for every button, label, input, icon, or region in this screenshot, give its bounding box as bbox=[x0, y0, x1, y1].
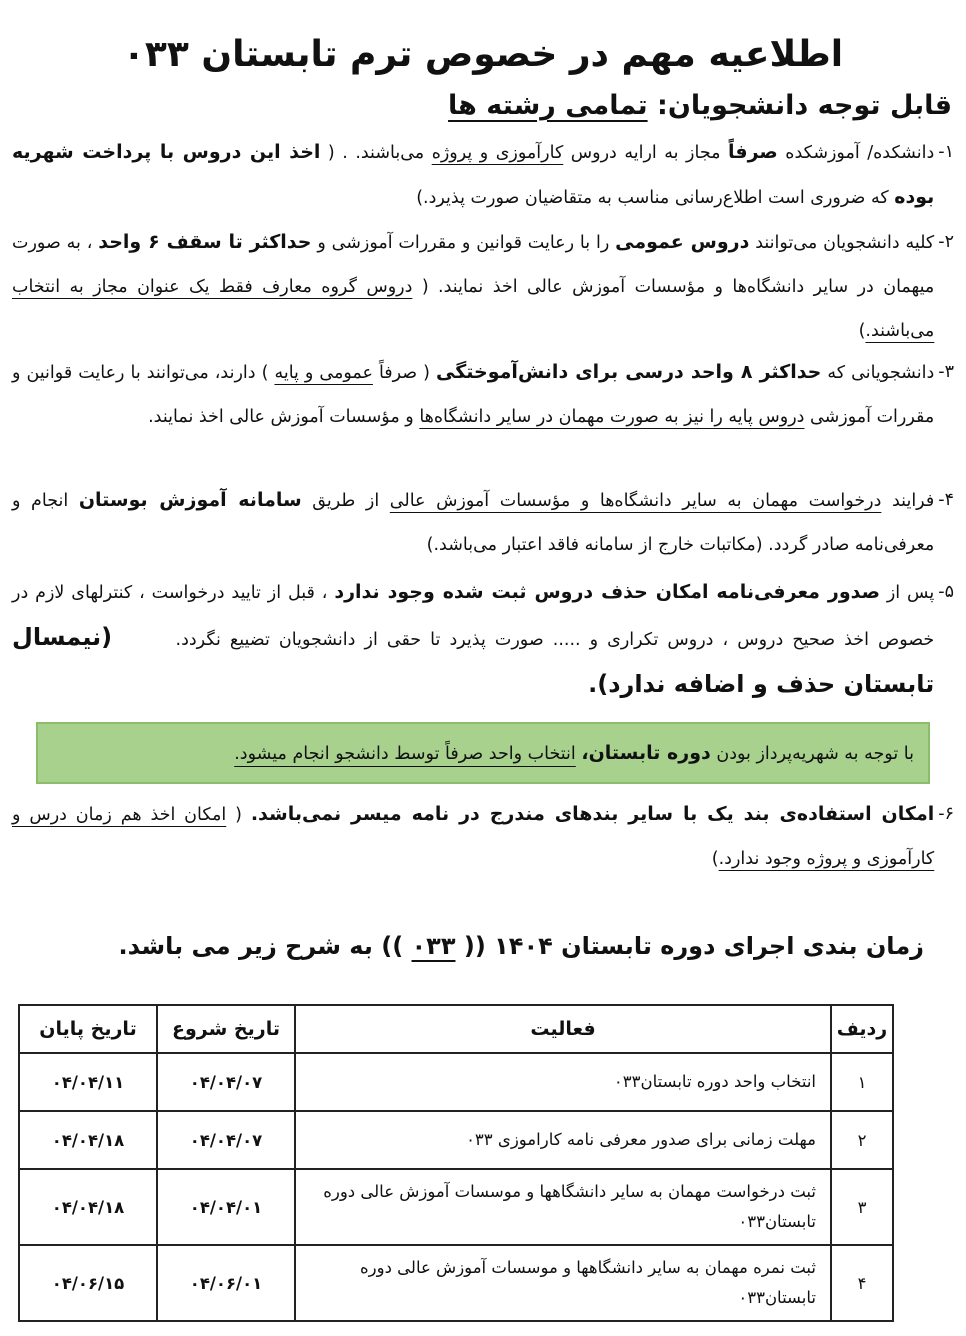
text-segment: پس از bbox=[886, 583, 935, 603]
text-segment: ) دارند، می‌توانند با رعایت قوانین و مقررات آموزشی bbox=[12, 363, 935, 427]
underlined-segment: کارآموزی و پروژه bbox=[431, 143, 564, 163]
row-end-date: ۰۴/۰۴/۱۸ bbox=[19, 1169, 157, 1245]
text-segment: ( صرفاً bbox=[378, 363, 431, 383]
row-end-date: ۰۴/۰۴/۱۱ bbox=[19, 1053, 157, 1111]
item-3 bbox=[12, 350, 954, 478]
table-row bbox=[19, 1111, 893, 1169]
table-row bbox=[19, 1169, 893, 1245]
text-segment: کلیه دانشجویان می‌توانند bbox=[755, 233, 935, 253]
row-activity: ثبت نمره مهمان به سایر دانشگاهها و موسسات آموزش عالی دوره تابستان۰۳۳ bbox=[295, 1245, 831, 1321]
text-segment: زمان بندی اجرای دوره تابستان ۱۴۰۴ (( bbox=[463, 932, 924, 960]
item-2 bbox=[12, 220, 954, 350]
header-start-date: تاریخ شروع bbox=[157, 1005, 295, 1053]
schedule-table bbox=[18, 1004, 894, 1322]
item-number: ۳- bbox=[938, 362, 954, 382]
bold-segment: حداکثر ۸ واحد درسی برای دانش‌آموختگی bbox=[436, 361, 822, 383]
table-row bbox=[19, 1245, 893, 1321]
underlined-segment: درخواست مهمان به سایر دانشگاه‌ها و مؤسسات آموزش عالی bbox=[389, 491, 882, 511]
underlined-segment: عمومی و پایه bbox=[274, 363, 373, 383]
header-end-date: تاریخ پایان bbox=[19, 1005, 157, 1053]
bold-segment: دوره تابستان، bbox=[581, 742, 711, 764]
row-number: ۴ bbox=[831, 1245, 893, 1321]
item-text bbox=[12, 130, 934, 220]
row-end-date: ۰۴/۰۶/۱۵ bbox=[19, 1245, 157, 1321]
bold-segment: صرفاً bbox=[728, 141, 778, 163]
text-segment: )) به شرح زیر می باشد. bbox=[118, 932, 404, 960]
row-start-date: ۰۴/۰۶/۰۱ bbox=[157, 1245, 295, 1321]
item-number: ۴- bbox=[938, 490, 954, 510]
item-6 bbox=[12, 792, 954, 882]
underlined-segment: دروس گروه معارف فقط یک عنوان مجاز به انتخاب می‌باشند. bbox=[12, 277, 935, 341]
subtitle-prefix: قابل توجه دانشجویان: bbox=[657, 90, 952, 121]
notice-banner bbox=[36, 722, 930, 784]
row-activity: انتخاب واحد دوره تابستان۰۳۳ bbox=[295, 1053, 831, 1111]
item-5 bbox=[12, 570, 954, 710]
text-segment: ، به صورت میهمان در سایر دانشگاه‌ها و مؤسسات آموزش عالی اخذ نمایند. ( bbox=[12, 233, 935, 297]
page-title: اطلاعیه مهم در خصوص ترم تابستان ۰۳۳ bbox=[122, 34, 844, 75]
schedule-title bbox=[12, 926, 954, 966]
row-activity: ثبت درخواست مهمان به سایر دانشگاهها و موسسات آموزش عالی دوره تابستان۰۳۳ bbox=[295, 1169, 831, 1245]
item-text bbox=[12, 350, 934, 478]
text-segment: با توجه به شهریه‌پرداز بودن bbox=[716, 744, 914, 764]
text-segment: و مؤسسات آموزش عالی اخذ نمایند. bbox=[148, 407, 414, 427]
text-segment: ( bbox=[235, 805, 242, 825]
row-activity: مهلت زمانی برای صدور معرفی نامه کاراموزی ۰۳۳ bbox=[295, 1111, 831, 1169]
row-number: ۱ bbox=[831, 1053, 893, 1111]
item-1 bbox=[12, 130, 954, 220]
text-segment: ، قبل از تایید درخواست ، کنترلهای لازم در خصوص اخذ صحیح دروس ، دروس تکراری و ..... صورت پذیرد تا حقی از دانشجویان تضییع نگردد. bbox=[12, 583, 935, 650]
item-text bbox=[12, 220, 934, 350]
bold-segment: حداکثر تا سقف ۶ واحد bbox=[98, 231, 312, 253]
underlined-segment: امکان اخذ هم زمان درس و کارآموزی و پروژه وجود ندارد. bbox=[12, 805, 935, 869]
text-segment: را با رعایت قوانین و مقررات آموزشی و bbox=[317, 233, 610, 253]
text-segment: ) bbox=[711, 849, 719, 869]
item-text bbox=[12, 570, 934, 710]
item-number: ۲- bbox=[938, 232, 954, 252]
underlined-segment: ۰۳۳ bbox=[411, 932, 456, 960]
text-segment: مجاز به ارایه دروس bbox=[570, 143, 721, 163]
header-activity: فعالیت bbox=[295, 1005, 831, 1053]
table-row bbox=[19, 1053, 893, 1111]
row-number: ۳ bbox=[831, 1169, 893, 1245]
table-header-row bbox=[19, 1005, 893, 1053]
row-start-date: ۰۴/۰۴/۰۱ bbox=[157, 1169, 295, 1245]
subtitle-emphasis: تمامی رشته ها bbox=[448, 90, 648, 121]
item-number: ۶- bbox=[938, 804, 954, 824]
emphasis-segment: (نیمسال تابستان حذف و اضافه ندارد). bbox=[12, 623, 935, 698]
bold-segment: امکان استفاده‌ی بند یک با سایر بندهای مندرج در نامه میسر نمی‌باشد. bbox=[250, 803, 935, 825]
text-segment: دانشجویانی که bbox=[827, 363, 935, 383]
item-4 bbox=[12, 478, 954, 570]
underlined-segment: انتخاب واحد صرفاً توسط دانشجو انجام میشود. bbox=[234, 744, 576, 764]
text-segment: می‌باشند. . ( bbox=[327, 143, 425, 163]
text-segment: دانشکده/ آموزشکده bbox=[785, 143, 935, 163]
item-text bbox=[12, 792, 934, 882]
text-segment: از طریق bbox=[312, 491, 380, 511]
row-number: ۲ bbox=[831, 1111, 893, 1169]
bold-segment: اخذ این دروس با پرداخت شهریه بوده bbox=[12, 141, 935, 208]
row-start-date: ۰۴/۰۴/۰۷ bbox=[157, 1111, 295, 1169]
text-segment: فرایند bbox=[891, 491, 935, 511]
text-segment: ) bbox=[858, 321, 866, 341]
row-start-date: ۰۴/۰۴/۰۷ bbox=[157, 1053, 295, 1111]
bold-segment: دروس عمومی bbox=[615, 231, 750, 253]
item-number: ۵- bbox=[938, 582, 954, 602]
bold-segment: سامانه آموزش بوستان bbox=[78, 489, 302, 511]
header-row-number: ردیف bbox=[831, 1005, 893, 1053]
row-end-date: ۰۴/۰۴/۱۸ bbox=[19, 1111, 157, 1169]
items-list bbox=[12, 130, 954, 710]
subtitle bbox=[12, 86, 954, 126]
text-segment: که ضروری است اطلاع‌رسانی مناسب به متقاضیان صورت پذیرد.) bbox=[416, 188, 889, 208]
item-text bbox=[12, 478, 934, 570]
text-segment: انجام و معرفی‌نامه صادر گردد. (مکاتبات خارج از سامانه فاقد اعتبار می‌باشد.) bbox=[12, 491, 935, 555]
item-number: ۱- bbox=[938, 142, 954, 162]
underlined-segment: دروس پایه را نیز به صورت مهمان در سایر دانشگاه‌ها bbox=[419, 407, 805, 427]
bold-segment: صدور معرفی‌نامه امکان حذف دروس ثبت شده وجود ندارد bbox=[334, 581, 880, 603]
